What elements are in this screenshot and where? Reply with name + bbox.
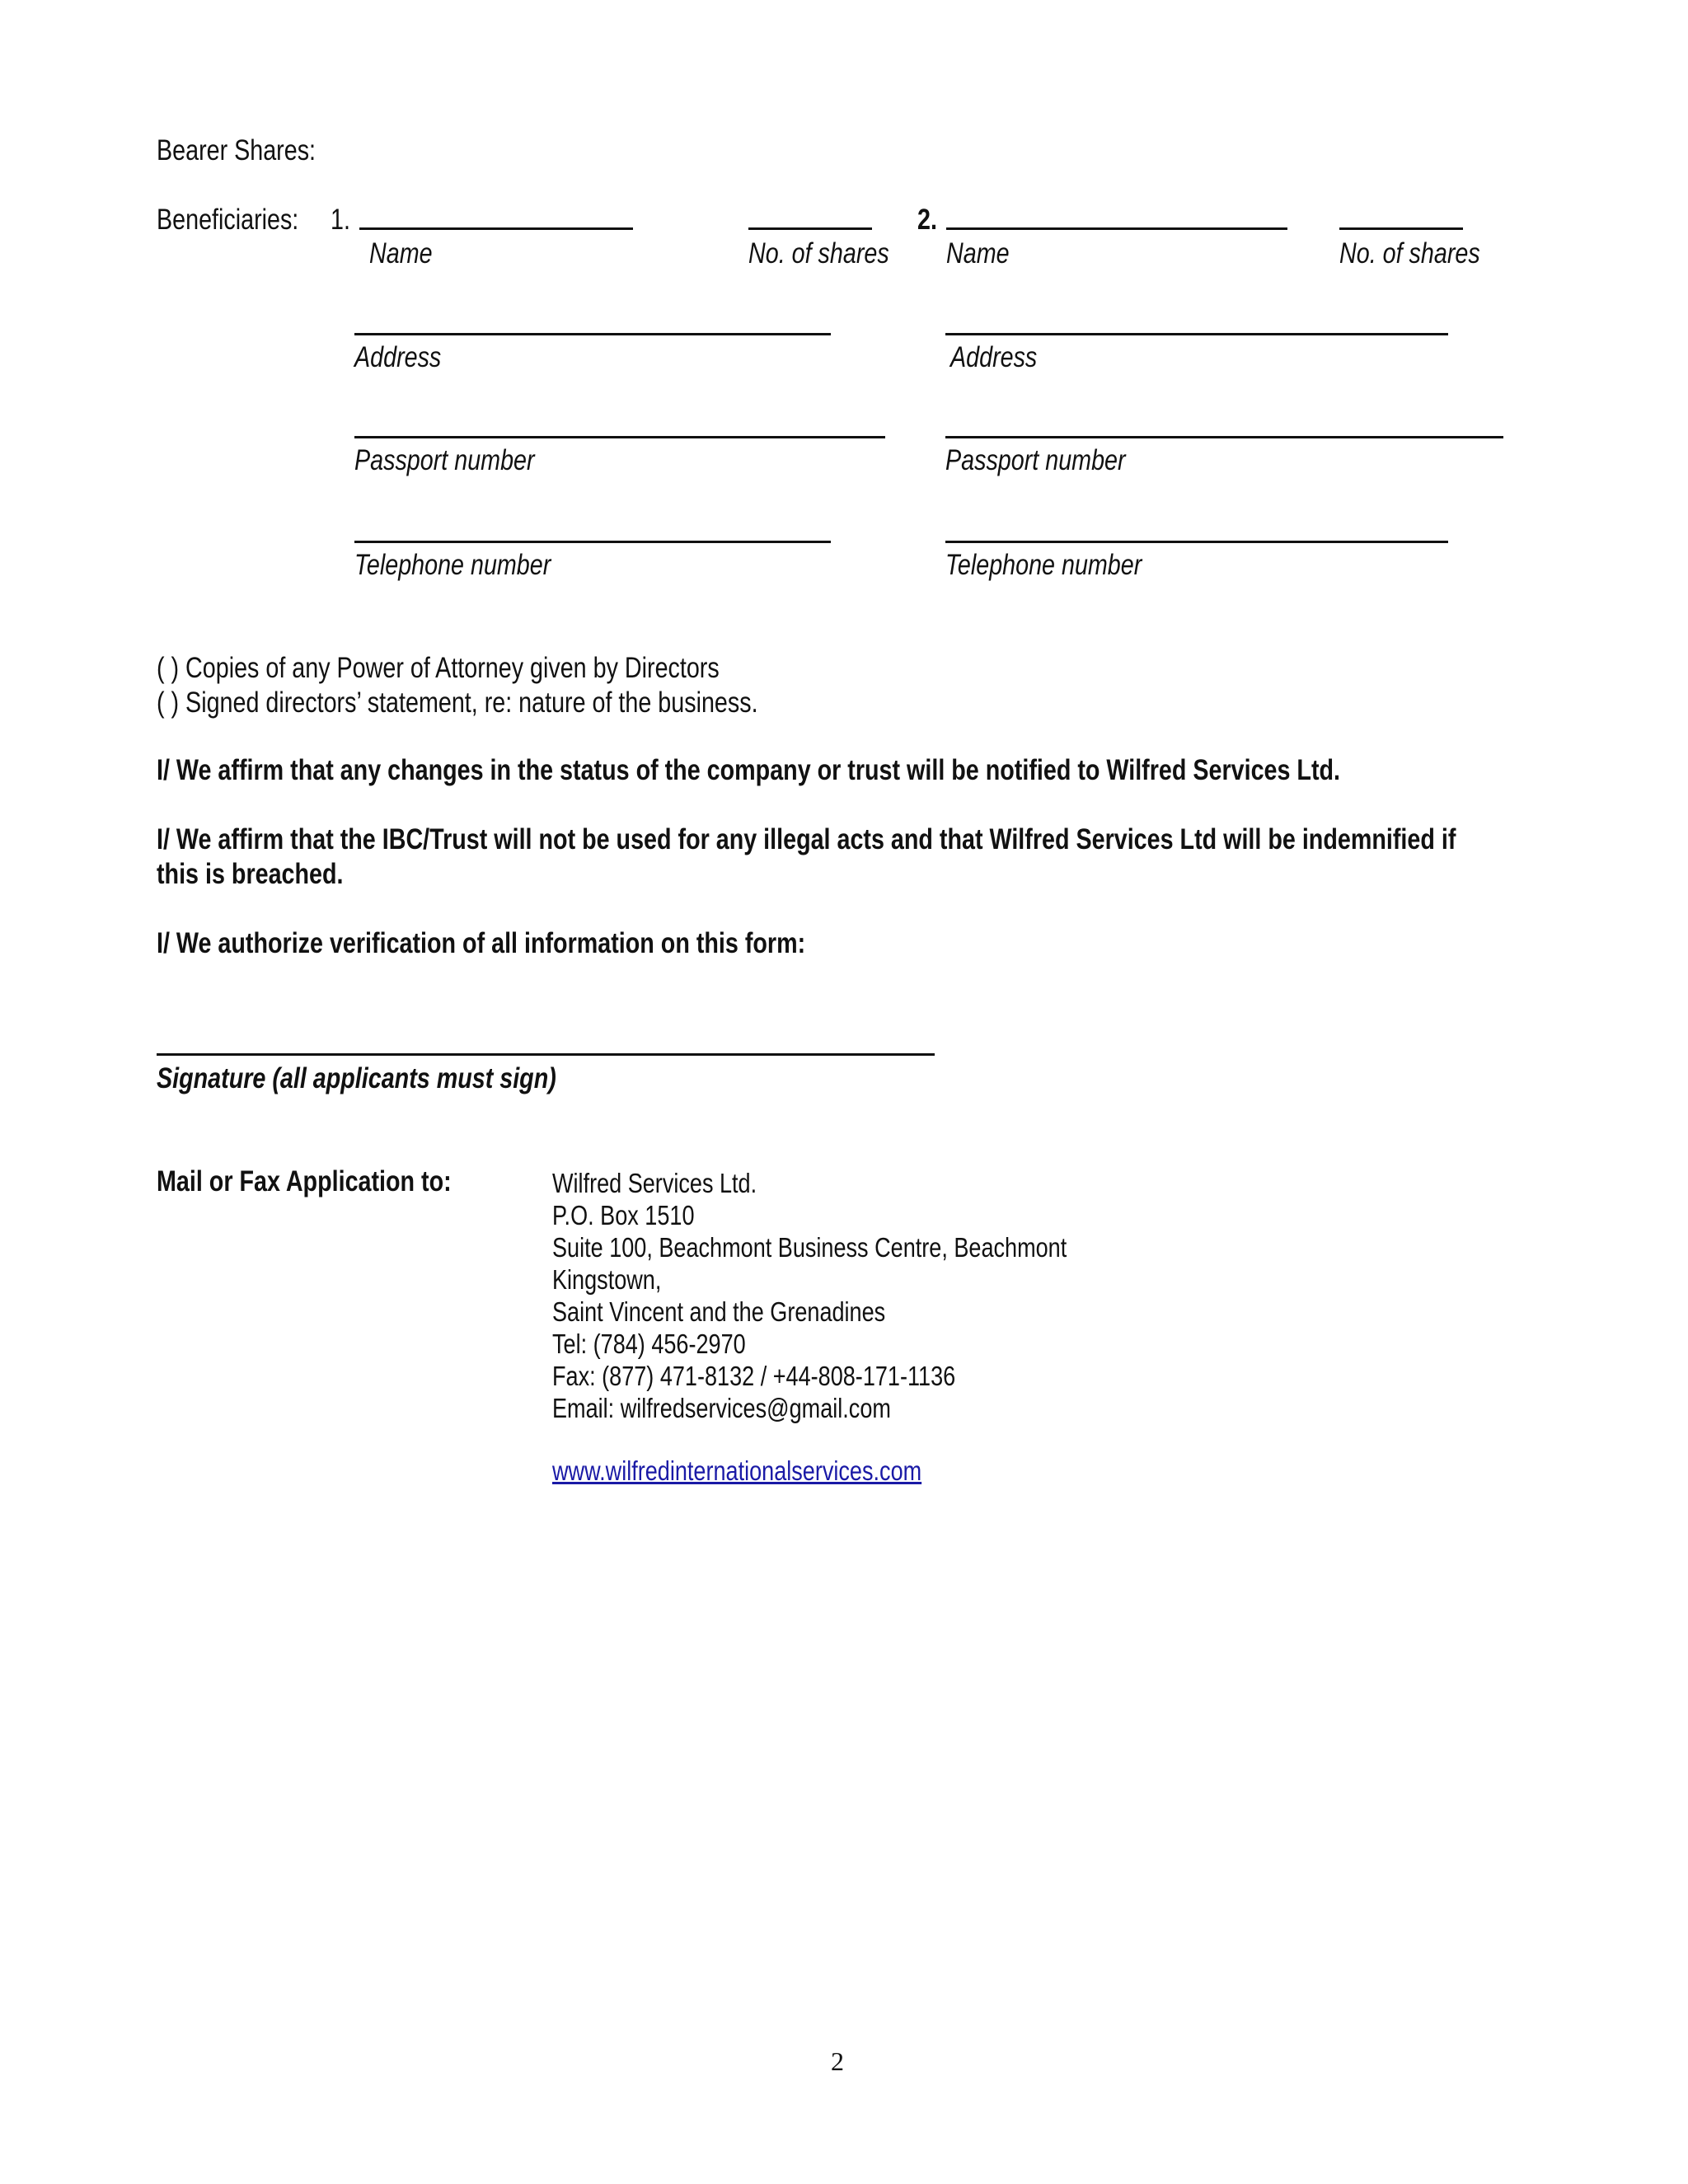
website-link[interactable]: www.wilfredinternationalservices.com <box>552 1455 922 1486</box>
beneficiary-2-shares-field[interactable] <box>1339 227 1463 230</box>
signature-caption: Signature (all applicants must sign) <box>157 1062 556 1094</box>
page-number: 2 <box>831 2046 844 2076</box>
beneficiary-2-passport-caption: Passport number <box>945 444 1126 476</box>
email: Email: wilfredservices@gmail.com <box>552 1393 891 1423</box>
beneficiary-2-address-field[interactable] <box>945 333 1448 335</box>
beneficiary-2-telephone-caption: Telephone number <box>945 549 1142 581</box>
affirmation-illegal-line2: this is breached. <box>157 858 344 890</box>
affirmation-changes: I/ We affirm that any changes in the status of the company or trust will be notified to Wilfred Services Ltd. <box>157 754 1341 786</box>
beneficiary-1-passport-caption: Passport number <box>354 444 535 476</box>
beneficiary-1-telephone-caption: Telephone number <box>354 549 551 581</box>
checklist-item-directors-statement[interactable]: ( ) Signed directors’ statement, re: nature of the business. <box>157 687 758 719</box>
po-box: P.O. Box 1510 <box>552 1200 695 1230</box>
affirmation-authorize: I/ We authorize verification of all information on this form: <box>157 927 806 959</box>
mail-fax-label: Mail or Fax Application to: <box>157 1165 452 1197</box>
beneficiary-1-name-field[interactable] <box>359 227 633 230</box>
checklist-item-power-of-attorney[interactable]: ( ) Copies of any Power of Attorney given by Directors <box>157 652 720 684</box>
beneficiary-2-name-caption: Name <box>946 237 1010 269</box>
telephone: Tel: (784) 456-2970 <box>552 1329 746 1359</box>
beneficiary-2-number: 2. <box>917 204 937 236</box>
beneficiary-1-telephone-field[interactable] <box>354 541 831 543</box>
beneficiary-1-shares-caption: No. of shares <box>748 237 889 269</box>
beneficiaries-label: Beneficiaries: <box>157 204 299 236</box>
beneficiary-1-name-caption: Name <box>369 237 433 269</box>
beneficiary-1-address-field[interactable] <box>354 333 831 335</box>
signature-field[interactable] <box>157 1053 935 1056</box>
bearer-shares-label: Bearer Shares: <box>157 134 316 166</box>
beneficiary-2-address-caption: Address <box>950 341 1038 373</box>
company-name: Wilfred Services Ltd. <box>552 1168 757 1198</box>
beneficiary-1-number: 1. <box>331 204 350 236</box>
beneficiary-2-name-field[interactable] <box>946 227 1287 230</box>
beneficiary-2-passport-field[interactable] <box>945 436 1503 438</box>
beneficiary-2-shares-caption: No. of shares <box>1339 237 1480 269</box>
beneficiary-1-shares-field[interactable] <box>748 227 872 230</box>
affirmation-illegal-line1: I/ We affirm that the IBC/Trust will not be used for any illegal acts and that Wilfred Services Ltd will be indemnified if <box>157 823 1456 855</box>
beneficiary-2-telephone-field[interactable] <box>945 541 1448 543</box>
suite-address: Suite 100, Beachmont Business Centre, Beachmont <box>552 1232 1067 1263</box>
city: Kingstown, <box>552 1264 662 1295</box>
beneficiary-1-address-caption: Address <box>354 341 442 373</box>
fax: Fax: (877) 471-8132 / +44-808-171-1136 <box>552 1361 956 1391</box>
country: Saint Vincent and the Grenadines <box>552 1296 886 1327</box>
beneficiary-1-passport-field[interactable] <box>354 436 885 438</box>
